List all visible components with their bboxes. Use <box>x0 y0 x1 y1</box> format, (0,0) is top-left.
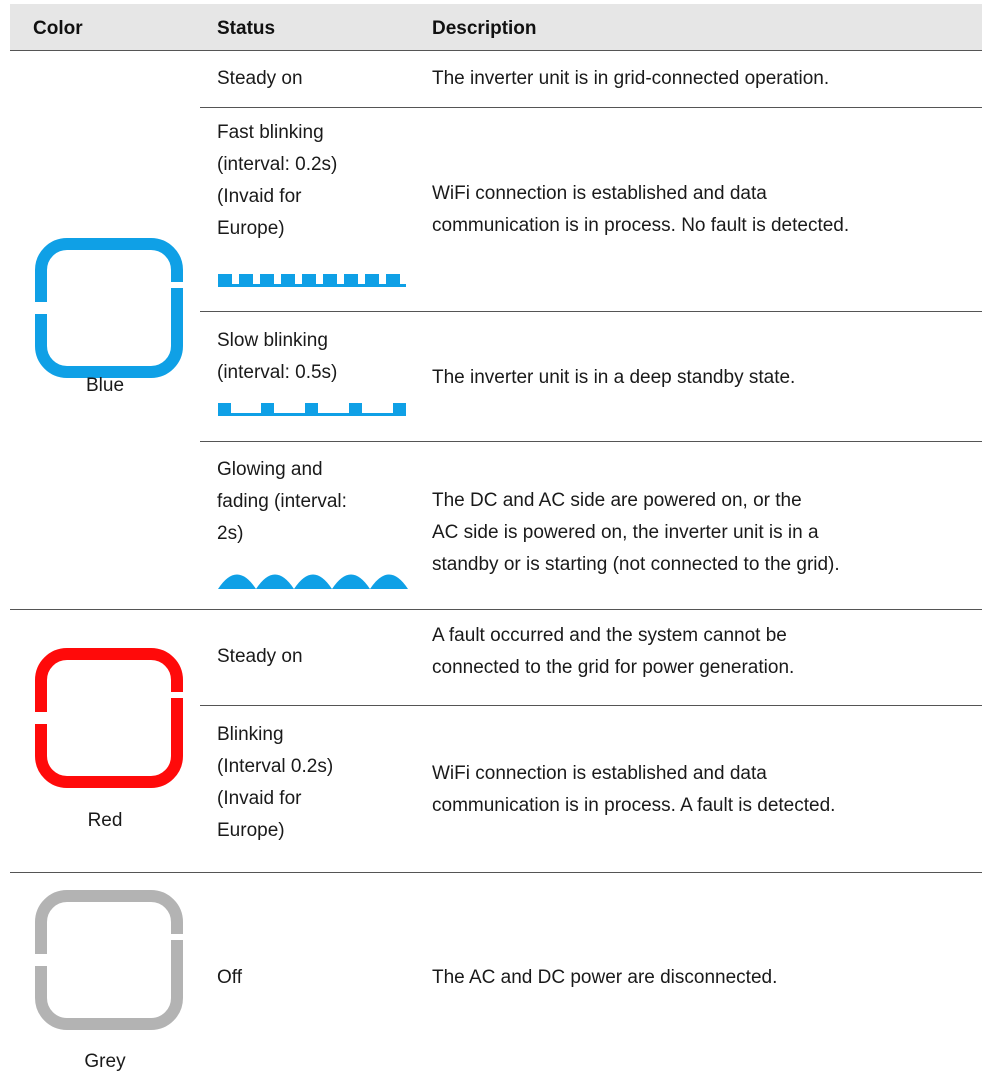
divider <box>10 609 982 610</box>
description-line: communication is in process. A fault is detected. <box>432 795 836 816</box>
led-ring-red-icon <box>25 648 185 788</box>
slow-blink-pattern-icon <box>218 403 408 417</box>
description-off-grey <box>432 962 777 994</box>
status-line: Fast blinking <box>217 122 324 143</box>
description-line: standby or is starting (not connected to the grid). <box>432 554 840 575</box>
description-line: connected to the grid for power generation. <box>432 657 795 678</box>
color-label-blue: Blue <box>85 375 125 396</box>
divider <box>200 705 982 706</box>
status-line: 2s) <box>217 523 244 544</box>
header-color: Color <box>33 18 83 39</box>
header-status: Status <box>217 18 276 39</box>
status-steady-on-red <box>217 641 303 673</box>
description-line: communication is in process. No fault is detected. <box>432 215 850 236</box>
led-ring-blue-icon <box>25 238 185 378</box>
status-line: (interval: 0.2s) <box>217 154 338 175</box>
description-line: The inverter unit is in a deep standby state. <box>432 367 796 388</box>
status-fast-blinking <box>217 117 337 245</box>
divider <box>10 872 982 873</box>
description-line: The AC and DC power are disconnected. <box>432 967 778 988</box>
color-label-grey: Grey <box>84 1051 126 1072</box>
description-line: A fault occurred and the system cannot be <box>432 625 787 646</box>
color-label-red: Red <box>87 810 123 831</box>
status-slow-blinking <box>217 325 337 389</box>
status-line: (Interval 0.2s) <box>217 756 334 777</box>
status-blinking-red <box>217 719 333 847</box>
status-line: Steady on <box>217 68 303 89</box>
description-steady-on-blue <box>432 63 829 95</box>
description-line: The inverter unit is in grid-connected operation. <box>432 68 830 89</box>
status-steady-on-blue <box>217 63 303 95</box>
description-line: WiFi connection is established and data <box>432 183 767 204</box>
description-slow-blinking <box>432 362 795 394</box>
status-line: fading (interval: <box>217 491 347 512</box>
status-off-grey <box>217 962 242 994</box>
status-line: Steady on <box>217 646 303 667</box>
status-line: Europe) <box>217 218 285 239</box>
status-line: Off <box>217 967 242 988</box>
divider <box>200 441 982 442</box>
status-line: (Invaid for <box>217 186 302 207</box>
description-blinking-red <box>432 758 835 822</box>
fast-blink-pattern-icon <box>218 274 408 288</box>
description-line: AC side is powered on, the inverter unit is in a <box>432 522 819 543</box>
status-line: Glowing and <box>217 459 323 480</box>
description-glowing-fading <box>432 485 840 581</box>
status-line: (interval: 0.5s) <box>217 362 338 383</box>
header-description: Description <box>432 18 537 39</box>
divider <box>200 107 982 108</box>
status-line: Blinking <box>217 724 284 745</box>
description-line: WiFi connection is established and data <box>432 763 767 784</box>
glow-fade-pattern-icon <box>218 566 410 590</box>
led-ring-grey-icon <box>25 890 185 1030</box>
status-line: Slow blinking <box>217 330 328 351</box>
description-line: The DC and AC side are powered on, or the <box>432 490 802 511</box>
divider <box>200 311 982 312</box>
status-line: Europe) <box>217 820 285 841</box>
status-line: (Invaid for <box>217 788 302 809</box>
table-header <box>10 4 982 51</box>
status-glowing-fading <box>217 454 347 550</box>
description-fast-blinking <box>432 178 849 242</box>
description-steady-on-red <box>432 620 794 684</box>
